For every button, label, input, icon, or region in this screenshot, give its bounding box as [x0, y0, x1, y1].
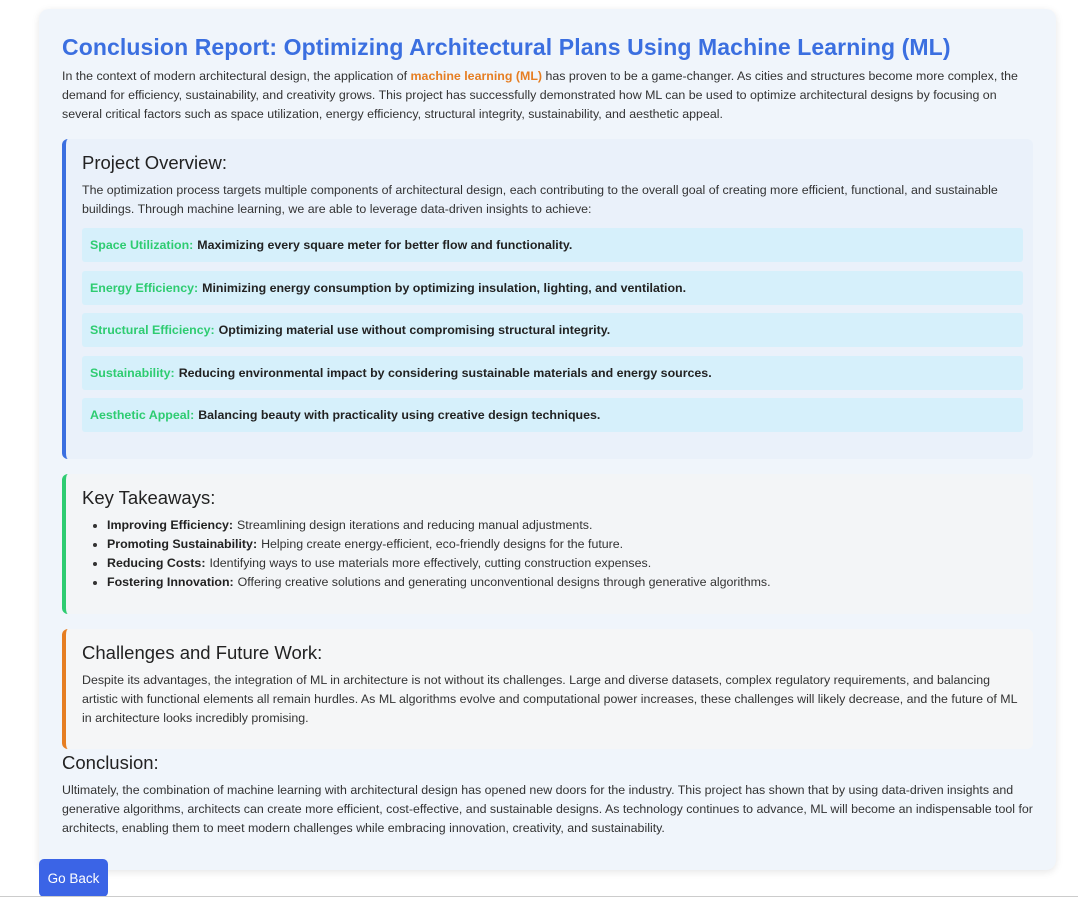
page-title: Conclusion Report: Optimizing Architectural Plans Using Machine Learning (ML): [62, 34, 951, 60]
focus-item-energy-efficiency: [82, 271, 1023, 305]
intro-highlight: machine learning (ML): [410, 69, 543, 83]
focus-item-aesthetic-appeal: [82, 398, 1023, 432]
takeaway-desc: Helping create energy-efficient, eco-friendly designs for the future.: [261, 537, 624, 551]
focus-item-name: Structural Efficiency:: [90, 323, 215, 337]
conclusion-section: [62, 751, 1033, 838]
divider: [0, 896, 1078, 897]
go-back-button[interactable]: Go Back: [39, 859, 108, 897]
focus-item-sustainability: [82, 356, 1023, 390]
key-takeaways-list: [82, 516, 1022, 592]
focus-item-name: Energy Efficiency:: [90, 280, 199, 295]
intro-paragraph: [62, 67, 1033, 124]
intro-text-start: In the context of modern architectural design, the application of: [62, 69, 411, 83]
takeaway-desc: Offering creative solutions and generating unconventional designs through generative algorithms.: [237, 575, 771, 589]
focus-list: [82, 228, 1022, 432]
focus-item-name: Space Utilization:: [90, 238, 194, 252]
focus-item-desc: Minimizing energy consumption by optimizing insulation, lighting, and ventilation.: [202, 280, 687, 295]
takeaway-desc: Identifying ways to use materials more effectively, cutting construction expenses.: [209, 556, 652, 570]
project-overview-text: The optimization process targets multiple components of architectural design, each contributing to the overall goal of creating more efficient, functional, and sustainable buildings. Through machine learning, we are able to leverage data-driven insights to achieve:: [82, 183, 998, 216]
report-card: [39, 9, 1056, 870]
takeaway-name: Reducing Costs:: [107, 556, 206, 570]
focus-item-desc: Maximizing every square meter for better flow and functionality.: [197, 238, 573, 252]
list-item: [107, 554, 1022, 573]
takeaway-name: Improving Efficiency:: [107, 518, 233, 532]
focus-item-name: Aesthetic Appeal:: [90, 408, 195, 422]
focus-item-name: Sustainability:: [90, 365, 175, 380]
intro-text-end: has proven to be a game-changer. As cities and structures become more complex, the demand for efficiency, sustainability, and creativity grows. This project has successfully demonstrated how ML can be used to optimize architectural designs by focusing on several critical factors such as space utilization, energy efficiency, structural integrity, sustainability, and aesthetic appeal.: [62, 69, 1018, 121]
takeaway-desc: Streamlining design iterations and reducing manual adjustments.: [237, 518, 593, 532]
key-takeaways-title: Key Takeaways:: [82, 487, 216, 508]
challenges-section: [62, 629, 1033, 749]
conclusion-title: Conclusion:: [62, 752, 159, 773]
challenges-text: Despite its advantages, the integration of ML in architecture is not without its challenges. Large and diverse datasets, complex regulatory requirements, and balancing artistic with functional elements all remain hurdles. As ML algorithms evolve and computational power increases, these challenges will likely decrease, and the future of ML in architecture looks incredibly promising.: [82, 673, 1018, 725]
focus-item-desc: Reducing environmental impact by considering sustainable materials and energy sources.: [178, 365, 712, 380]
takeaway-name: Fostering Innovation:: [107, 575, 234, 589]
conclusion-text: Ultimately, the combination of machine learning with architectural design has opened new doors for the industry. This project has shown that by using data-driven insights and generative algorithms, architects can create more efficient, cost-effective, and sustainable designs. As technology continues to advance, ML will become an indispensable tool for architects, enabling them to meet modern challenges while embracing innovation, creativity, and sustainability.: [62, 783, 1033, 835]
key-takeaways-section: [62, 474, 1033, 614]
list-item: [107, 535, 1022, 554]
list-item: [107, 516, 1022, 535]
focus-item-structural-efficiency: [82, 313, 1023, 347]
focus-item-desc: Balancing beauty with practicality using creative design techniques.: [198, 408, 601, 422]
project-overview-title: Project Overview:: [82, 152, 227, 173]
takeaway-name: Promoting Sustainability:: [107, 537, 258, 551]
project-overview-section: [62, 139, 1033, 459]
challenges-title: Challenges and Future Work:: [82, 642, 323, 663]
focus-item-space-utilization: [82, 228, 1023, 262]
list-item: [107, 573, 1022, 592]
focus-item-desc: Optimizing material use without compromising structural integrity.: [218, 323, 611, 337]
